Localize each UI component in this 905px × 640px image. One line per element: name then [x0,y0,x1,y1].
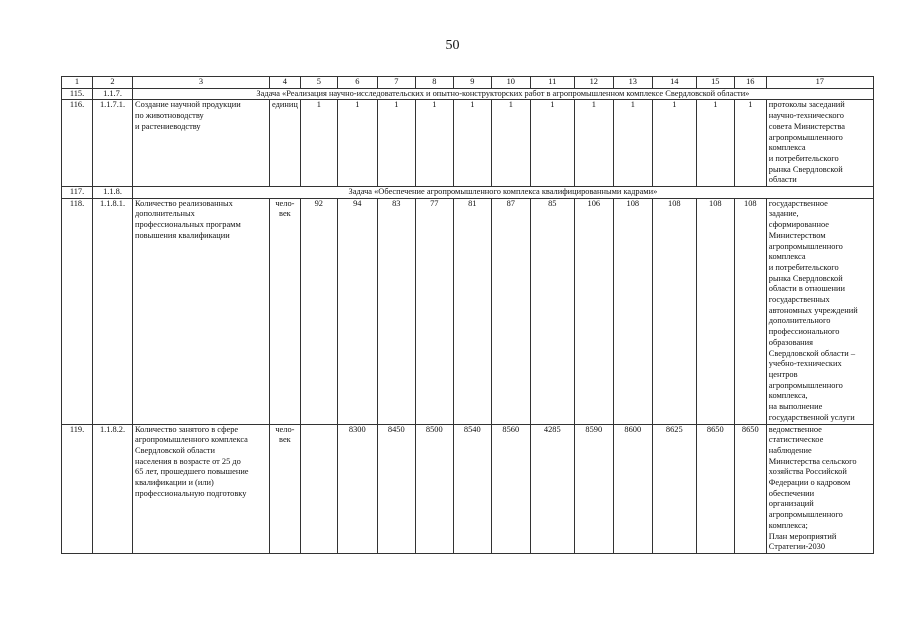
column-header: 6 [337,77,377,89]
cell-line: и потребительского [768,153,839,163]
value-cell: 94 [337,198,377,424]
indicator-name [133,100,270,187]
unit-cell [270,424,301,553]
row-code: 1.1.8. [93,187,133,199]
cell-line: комплекса, [768,391,808,401]
table-row [62,424,874,553]
cell-line: государственное [768,198,828,208]
cell-line: повышения квалификации [135,230,230,240]
cell-line: агропромышленного [768,132,843,142]
row-number: 115. [62,88,93,100]
cell-line: 65 лет, прошедшего повышение [135,467,249,477]
cell-line: наблюдение [768,445,812,455]
value-cell: 8500 [415,424,453,553]
value-cell: 1 [415,100,453,187]
cell-line: образования [768,337,813,347]
cell-line: учебно-технических [768,359,842,369]
cell-line: Свердловской области [135,445,215,455]
value-cell: 1 [453,100,491,187]
value-cell: 1 [337,100,377,187]
cell-line: области [768,175,797,185]
row-number: 117. [62,187,93,199]
cell-line: чело- [275,424,295,434]
cell-line: центров [768,369,798,379]
indicator-name [133,198,270,424]
value-cell: 8600 [613,424,652,553]
value-cell: 8450 [377,424,415,553]
value-cell: 87 [491,198,530,424]
value-cell: 1 [734,100,766,187]
source-cell [766,100,873,187]
cell-line: комплекса; [768,520,808,530]
page-number: 50 [445,38,460,53]
cell-line: ведомственное [768,424,822,434]
row-code: 1.1.7. [93,88,133,100]
value-cell: 81 [453,198,491,424]
cell-line: агропромышленного [768,510,843,520]
cell-line: рынка Свердловской [768,164,843,174]
cell-line: и потребительского [768,262,839,272]
column-header: 10 [491,77,530,89]
cell-line: научно-технического [768,111,844,121]
value-cell: 108 [613,198,652,424]
cell-line: Количество реализованных [135,198,233,208]
cell-line: План мероприятий [768,531,837,541]
cell-line: Министерства сельского [768,456,857,466]
value-cell: 77 [415,198,453,424]
cell-line: комплекса [768,143,806,153]
column-header: 3 [133,77,270,89]
unit-cell [270,100,301,187]
column-header: 13 [613,77,652,89]
value-cell: 1 [377,100,415,187]
row-number: 119. [62,424,93,553]
cell-line: квалификации и (или) [135,478,214,488]
cell-line: задание, [768,209,799,219]
source-cell [766,198,873,424]
value-cell: 8590 [574,424,613,553]
source-cell [766,424,873,553]
column-header: 14 [652,77,696,89]
cell-line: области в отношении [768,284,845,294]
column-header: 1 [62,77,93,89]
cell-line: на выполнение [768,402,823,412]
row-code: 1.1.8.2. [93,424,133,553]
row-number: 116. [62,100,93,187]
task-row [62,187,874,199]
cell-line: населения в возрасте от 25 до [135,456,241,466]
value-cell: 8300 [337,424,377,553]
cell-line: и растениеводству [135,121,201,131]
value-cell: 108 [652,198,696,424]
column-header: 2 [93,77,133,89]
cell-line: агропромышленного комплекса [135,435,248,445]
cell-line: агропромышленного [768,380,843,390]
column-header: 8 [415,77,453,89]
column-header: 9 [453,77,491,89]
value-cell: 8650 [696,424,734,553]
cell-line: сформированное [768,220,829,230]
column-header: 7 [377,77,415,89]
row-code: 1.1.8.1. [93,198,133,424]
value-cell: 8625 [652,424,696,553]
column-header: 12 [574,77,613,89]
cell-line: рынка Свердловской [768,273,843,283]
cell-line: профессиональную подготовку [135,488,247,498]
value-cell: 4285 [530,424,574,553]
value-cell: 108 [696,198,734,424]
row-code: 1.1.7.1. [93,100,133,187]
cell-line: единиц [272,100,298,110]
cell-line: дополнительных [135,209,195,219]
unit-cell [270,198,301,424]
value-cell: 85 [530,198,574,424]
cell-line: комплекса [768,252,806,262]
value-cell: 1 [696,100,734,187]
column-header: 17 [766,77,873,89]
cell-line: век [279,435,291,445]
cell-line: хозяйства Российской [768,467,847,477]
value-cell: 1 [574,100,613,187]
cell-line: обеспечении [768,488,815,498]
value-cell [300,424,337,553]
column-header: 15 [696,77,734,89]
value-cell: 106 [574,198,613,424]
indicators-table [61,76,874,554]
value-cell: 8560 [491,424,530,553]
column-header: 5 [300,77,337,89]
cell-line: статистическое [768,435,824,445]
cell-line: век [279,209,291,219]
task-title: Задача «Реализация научно-исследовательских и опытно-конструкторских работ в агропромышленном комплексе Свердловской области» [133,88,874,100]
cell-line: Федерации о кадровом [768,478,851,488]
value-cell: 8650 [734,424,766,553]
cell-line: Количество занятого в сфере [135,424,239,434]
value-cell: 8540 [453,424,491,553]
value-cell: 83 [377,198,415,424]
cell-line: государственной услуги [768,412,855,422]
cell-line: Министерством [768,230,826,240]
row-number: 118. [62,198,93,424]
cell-line: дополнительного [768,316,831,326]
header-row [62,77,874,89]
indicator-name [133,424,270,553]
cell-line: протоколы заседаний [768,100,845,110]
column-header: 4 [270,77,301,89]
cell-line: по животноводству [135,111,204,121]
cell-line: Свердловской области – [768,348,856,358]
task-title: Задача «Обеспечение агропромышленного комплекса квалифицированными кадрами» [133,187,874,199]
table-row [62,198,874,424]
cell-line: чело- [275,198,295,208]
value-cell: 1 [491,100,530,187]
cell-line: Создание научной продукции [135,100,241,110]
value-cell: 1 [300,100,337,187]
column-header: 11 [530,77,574,89]
cell-line: автономных учреждений [768,305,858,315]
cell-line: организаций [768,499,814,509]
value-cell: 1 [652,100,696,187]
cell-line: государственных [768,295,830,305]
table-body [62,77,874,554]
cell-line: Стратегии-2030 [768,542,826,552]
cell-line: профессиональных программ [135,220,241,230]
value-cell: 108 [734,198,766,424]
cell-line: совета Министерства [768,121,846,131]
task-row [62,88,874,100]
cell-line: агропромышленного [768,241,843,251]
column-header: 16 [734,77,766,89]
cell-line: профессионального [768,327,840,337]
value-cell: 1 [613,100,652,187]
value-cell: 1 [530,100,574,187]
table-row [62,100,874,187]
value-cell: 92 [300,198,337,424]
